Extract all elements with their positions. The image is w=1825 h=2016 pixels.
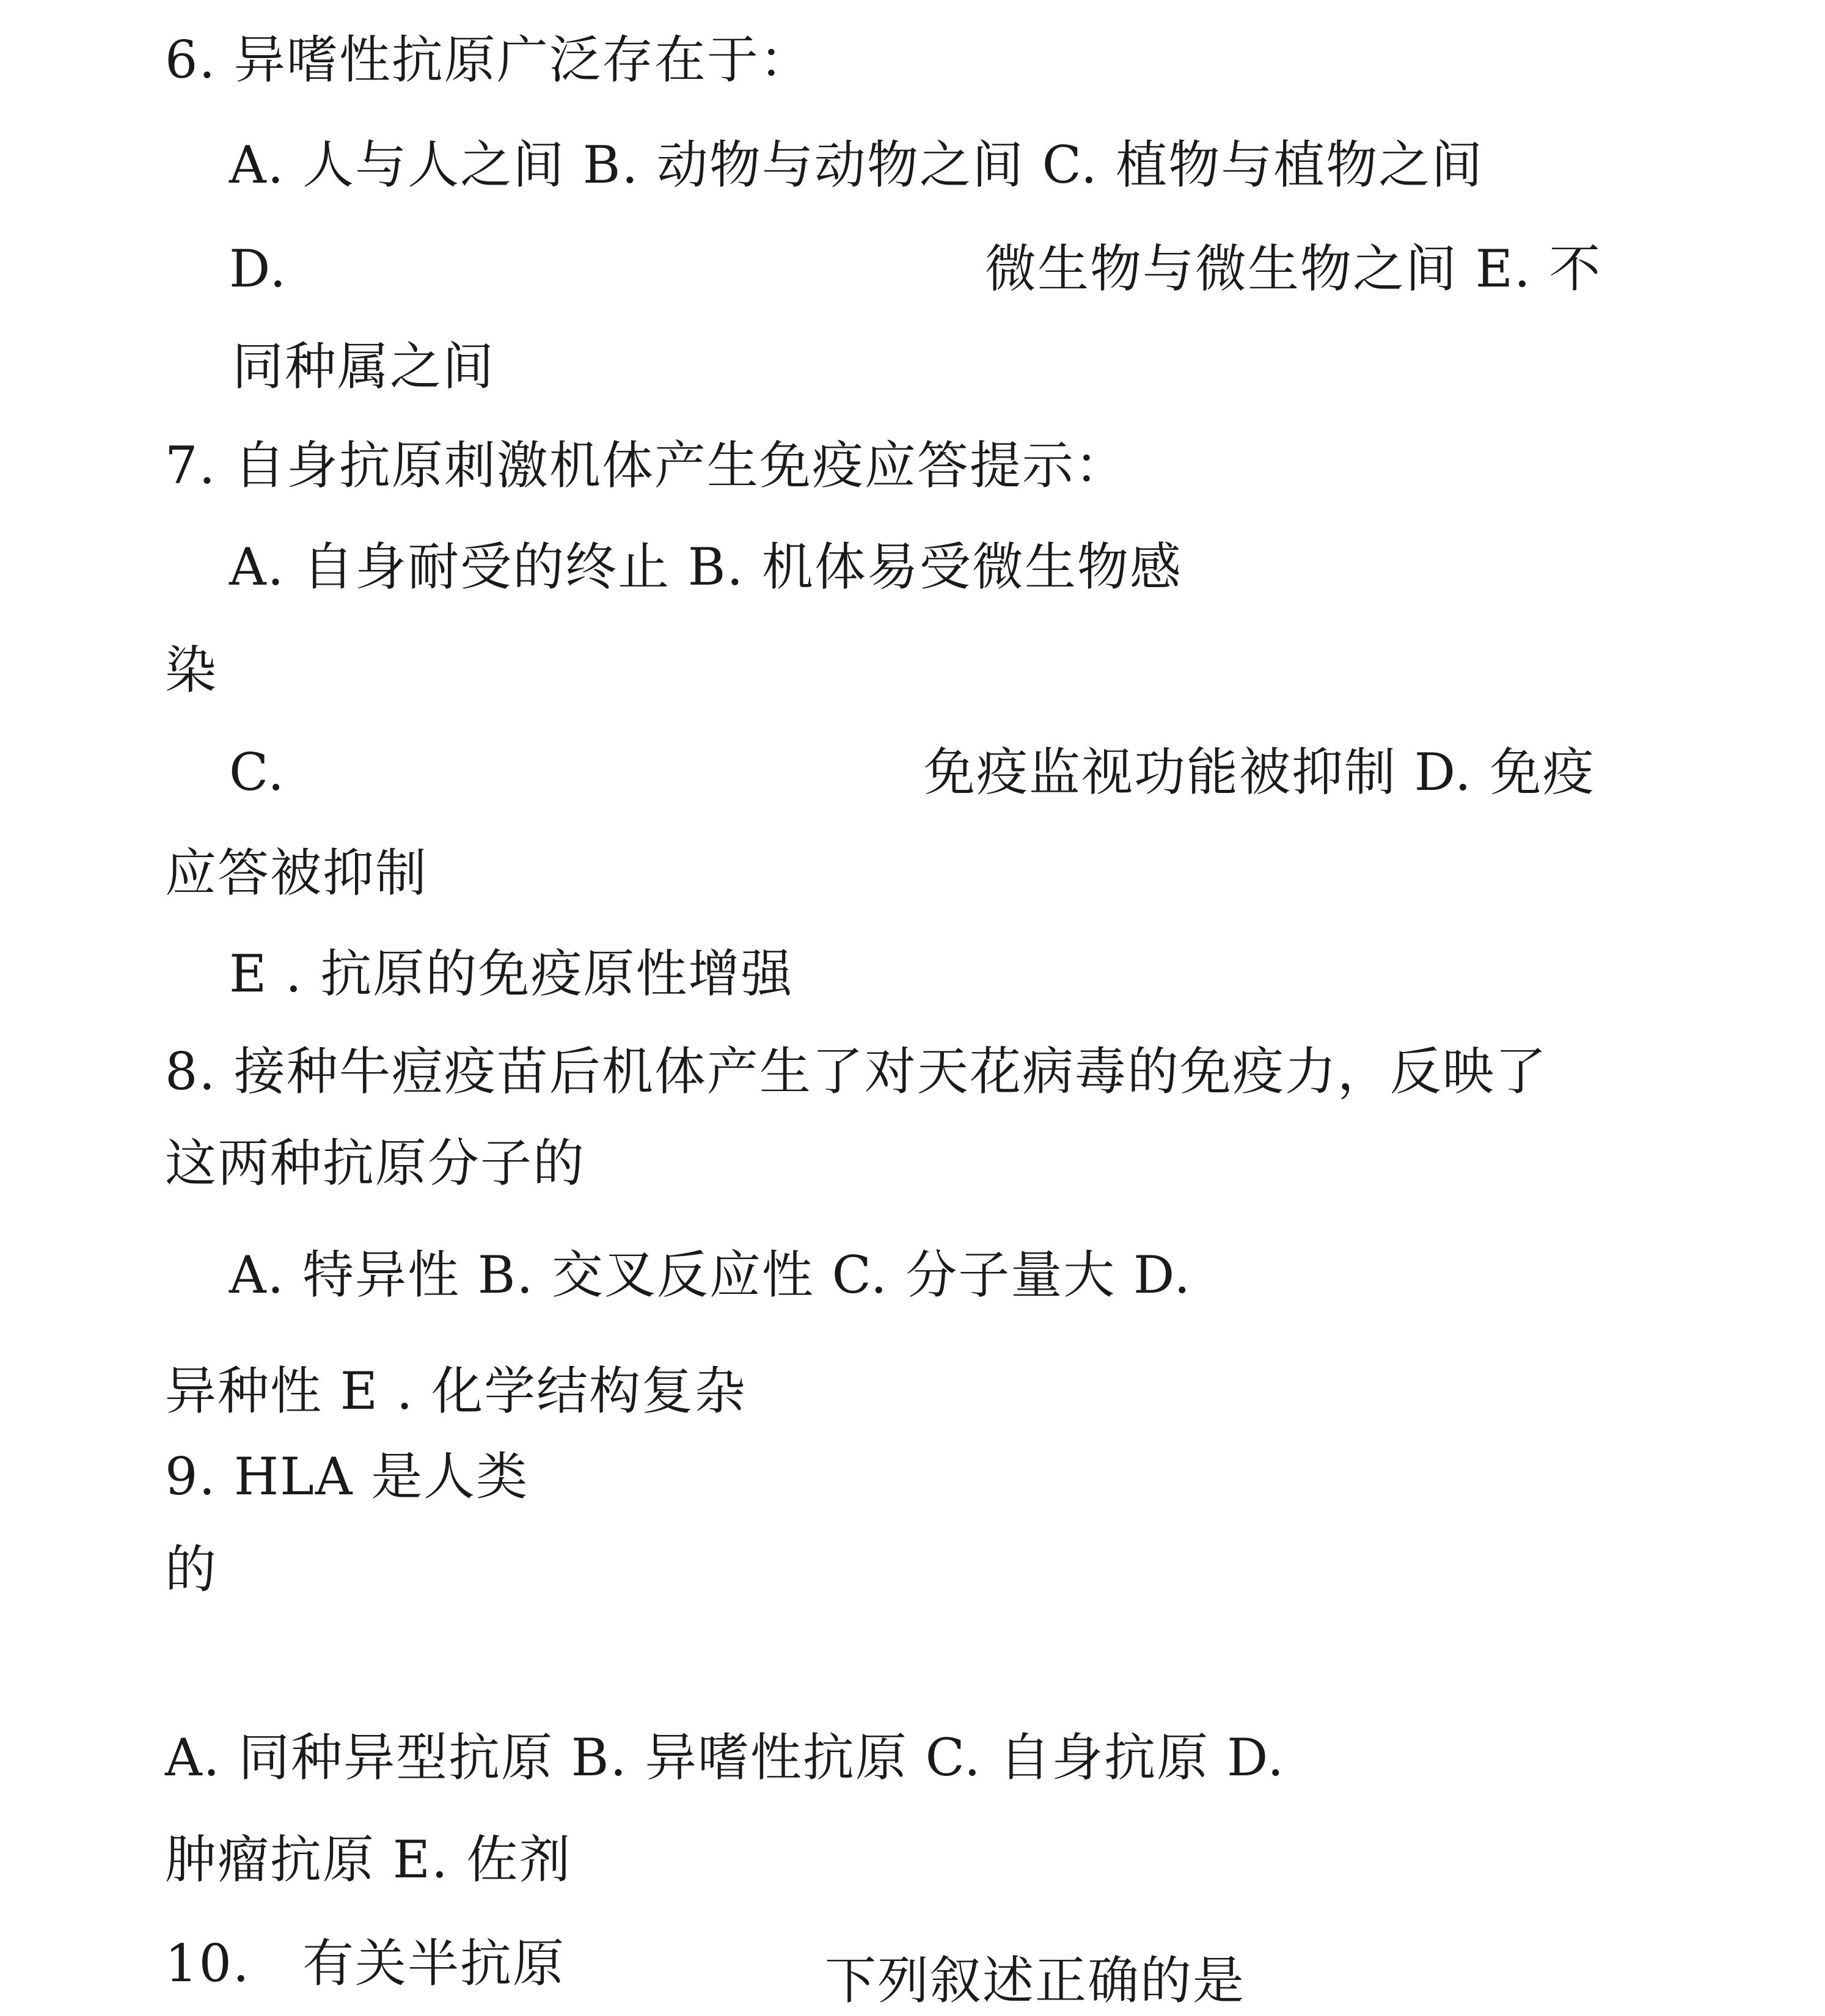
question-6-stem: 6. 异嗜性抗原广泛存在于： [165,30,812,90]
question-7-option-c-text: 免疫监视功能被抑制 D. 免疫 [924,742,1595,802]
question-10-stem-part-1: 有关半抗原 [302,1934,566,1993]
question-9-options-line-2: 肿瘤抗原 E. 佐剂 [165,1830,572,1890]
question-8-options-line-2: 异种性 E . 化学结构复杂 [165,1361,747,1421]
question-6-option-e-continued: 同种属之间 [232,337,496,396]
question-9-stem-line-1: 9. HLA 是人类 [165,1447,529,1507]
question-6-options-line-1: A. 人与人之间 B. 动物与动物之间 C. 植物与植物之间 [229,135,1484,195]
question-7-option-c-label: C. [229,742,285,802]
question-7-options-line-1: A. 自身耐受的终止 B. 机体易受微生物感 [229,537,1182,597]
question-10-number: 10. [165,1934,251,1993]
question-6-option-d-text: 微生物与微生物之间 E. 不 [985,239,1602,299]
question-8-options-line-1: A. 特异性 B. 交叉反应性 C. 分子量大 D. [229,1245,1192,1305]
question-8-stem-line-1: 8. 接种牛痘疫苗后机体产生了对天花病毒的免疫力，反映了 [165,1042,1548,1101]
question-8-stem-line-2: 这两种抗原分子的 [165,1133,586,1193]
question-7-option-d-continued: 应答被抑制 [165,843,428,903]
question-7-option-e: E . 抗原的免疫原性增强 [229,944,794,1004]
question-10-stem-part-2: 下列叙述正确的是 [825,1951,1246,2011]
question-6-option-d-label: D. [229,239,288,299]
question-9-options-line-1: A. 同种异型抗原 B. 异嗜性抗原 C. 自身抗原 D. [165,1728,1286,1788]
question-7-stem: 7. 自身抗原刺激机体产生免疫应答提示： [165,436,1127,495]
question-7-option-b-continued: 染 [165,640,218,700]
question-9-stem-line-2: 的 [165,1539,218,1599]
